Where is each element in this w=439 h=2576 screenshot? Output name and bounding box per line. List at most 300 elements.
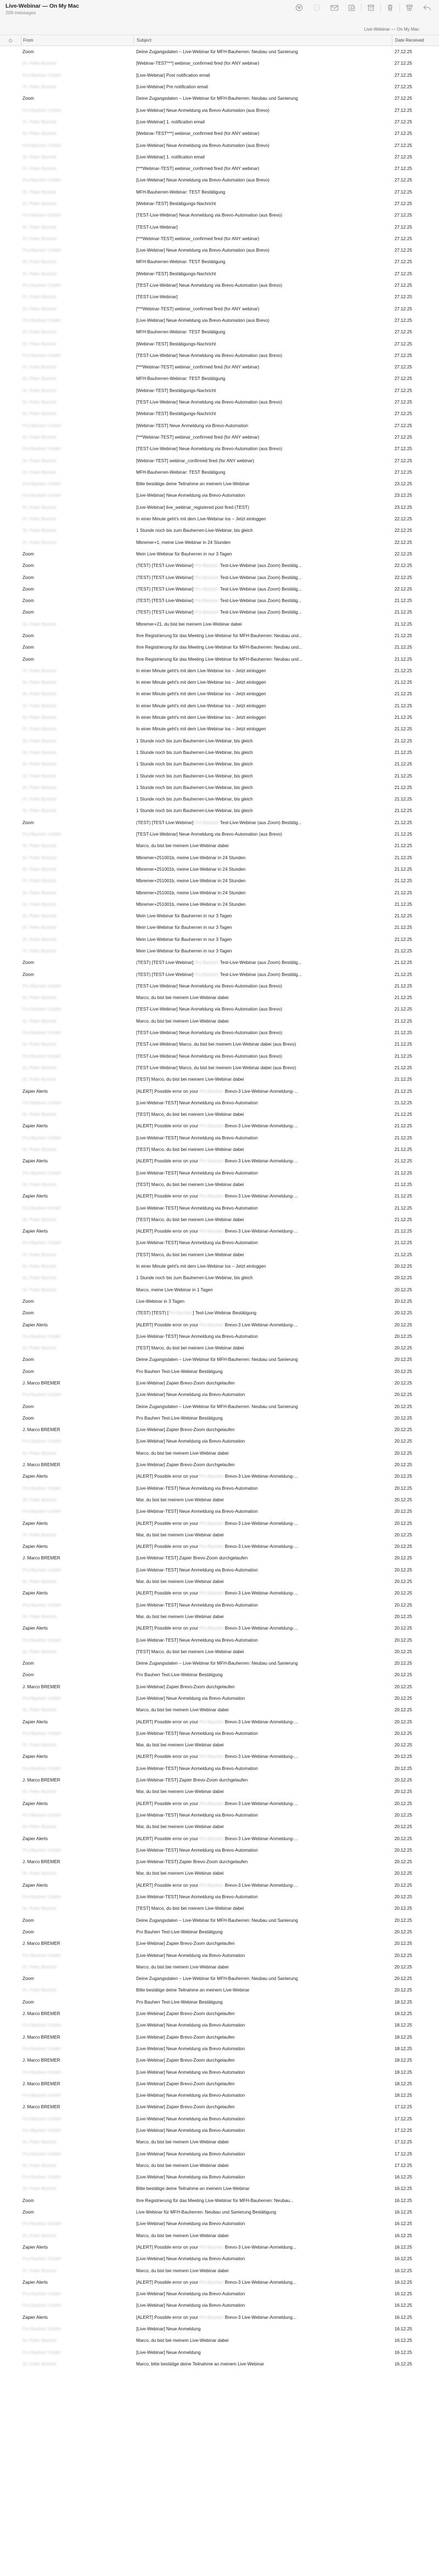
message-row[interactable] xyxy=(0,1400,439,1412)
message-row[interactable] xyxy=(0,233,439,245)
message-sender xyxy=(21,913,133,918)
message-row[interactable] xyxy=(0,1809,439,1821)
redacted-sender: Dr. Peter Burnick xyxy=(22,1988,57,1993)
message-row[interactable] xyxy=(0,1517,439,1529)
message-row[interactable] xyxy=(0,1354,439,1365)
message-date: 20.12.25 xyxy=(395,1614,412,1619)
message-row[interactable] xyxy=(0,1214,439,1225)
message-date: 20.12.25 xyxy=(395,1743,412,1748)
message-date: 20.12.25 xyxy=(395,1894,412,1900)
message-sender xyxy=(21,1497,133,1502)
message-row[interactable] xyxy=(0,1483,439,1494)
message-row[interactable] xyxy=(0,1973,439,1984)
message-row[interactable] xyxy=(0,70,439,81)
message-row[interactable] xyxy=(0,1728,439,1739)
message-row[interactable] xyxy=(0,2230,439,2242)
message-row[interactable] xyxy=(0,128,439,139)
message-row[interactable] xyxy=(0,2300,439,2311)
message-row[interactable] xyxy=(0,875,439,887)
message-row[interactable] xyxy=(0,513,439,525)
message-row[interactable] xyxy=(0,1459,439,1471)
message-row[interactable] xyxy=(0,840,439,852)
message-row[interactable] xyxy=(0,1506,439,1517)
message-row[interactable] xyxy=(0,1984,439,1996)
message-row[interactable] xyxy=(0,1272,439,1284)
message-row[interactable] xyxy=(0,1015,439,1027)
message-row[interactable] xyxy=(0,1435,439,1447)
message-row[interactable] xyxy=(0,1751,439,1762)
message-row[interactable] xyxy=(0,980,439,992)
message-row[interactable] xyxy=(0,1658,439,1669)
message-row[interactable] xyxy=(0,385,439,396)
message-row[interactable] xyxy=(0,245,439,256)
message-sender xyxy=(21,668,133,673)
message-date: 20.12.25 xyxy=(395,1602,412,1608)
message-row[interactable] xyxy=(0,1342,439,1354)
message-date: 27.12.25 xyxy=(395,306,412,311)
filter-icon[interactable] xyxy=(290,2,308,14)
message-row[interactable] xyxy=(0,1587,439,1599)
message-row[interactable] xyxy=(0,1307,439,1319)
message-sender xyxy=(21,1287,133,1292)
message-subject: Pro Bauherr Test-Live-Webinar Bestätigung xyxy=(136,1369,223,1374)
message-row[interactable] xyxy=(0,1179,439,1190)
message-row[interactable] xyxy=(0,1716,439,1727)
message-row[interactable] xyxy=(0,1949,439,1961)
message-row[interactable] xyxy=(0,1622,439,1634)
redacted-sender: Pro Bauherr GmbH xyxy=(22,983,61,989)
redacted-sender: Pro Bauherr GmbH xyxy=(22,832,61,837)
message-row[interactable] xyxy=(0,1856,439,1868)
message-row[interactable] xyxy=(0,420,439,432)
trash-icon[interactable] xyxy=(381,2,399,14)
message-date: 21.12.25 xyxy=(395,1229,412,1234)
message-row[interactable] xyxy=(0,1249,439,1261)
redacted-sender: Dr. Peter Burnick xyxy=(22,224,57,230)
message-row[interactable] xyxy=(0,1832,439,1844)
redacted-sender: Dr. Peter Burnick xyxy=(22,434,57,440)
message-row[interactable] xyxy=(0,606,439,618)
message-row[interactable] xyxy=(0,490,439,501)
message-sender xyxy=(21,190,133,195)
message-sender xyxy=(21,878,133,883)
more-icon[interactable] xyxy=(308,2,325,14)
message-row[interactable] xyxy=(0,478,439,490)
message-row[interactable] xyxy=(0,560,439,571)
message-row[interactable] xyxy=(0,2346,439,2358)
message-date: 20.12.25 xyxy=(395,1696,412,1701)
message-row[interactable] xyxy=(0,350,439,361)
message-row[interactable] xyxy=(0,1704,439,1716)
message-row[interactable] xyxy=(0,1541,439,1552)
message-row[interactable] xyxy=(0,1027,439,1039)
archive-icon[interactable] xyxy=(362,2,380,14)
message-sender xyxy=(21,1334,133,1339)
message-row[interactable] xyxy=(0,151,439,163)
message-row[interactable] xyxy=(0,2113,439,2125)
message-row[interactable] xyxy=(0,1202,439,1213)
message-row[interactable] xyxy=(0,1424,439,1435)
message-row[interactable] xyxy=(0,2195,439,2206)
message-row[interactable] xyxy=(0,1448,439,1459)
message-subject: [Live-Webinar] Zapier Brevo-Zoom durchgelaufen xyxy=(136,2011,235,2017)
message-row[interactable] xyxy=(0,1798,439,1809)
message-sender xyxy=(21,855,133,860)
message-row[interactable] xyxy=(0,1763,439,1774)
message-sender xyxy=(21,1042,133,1047)
message-row[interactable] xyxy=(0,1576,439,1587)
message-date: 22.12.25 xyxy=(395,563,412,569)
sort-indicator-column[interactable] xyxy=(0,39,21,42)
message-row[interactable] xyxy=(0,1494,439,1506)
message-subject: [***Webinar-TEST] webinar_confirmed fired (for ANY webinar) xyxy=(136,306,260,311)
message-row[interactable] xyxy=(0,93,439,104)
message-row[interactable] xyxy=(0,688,439,700)
message-row[interactable] xyxy=(0,1599,439,1610)
message-row[interactable] xyxy=(0,1225,439,1237)
redacted-sender: Pro Bauherr GmbH xyxy=(22,1392,61,1398)
message-row[interactable] xyxy=(0,2078,439,2090)
redacted-sender: Dr. Peter Burnick xyxy=(22,668,57,673)
unread-icon[interactable] xyxy=(325,2,343,14)
message-row[interactable] xyxy=(0,2253,439,2265)
message-row[interactable] xyxy=(0,934,439,945)
message-row[interactable] xyxy=(0,1903,439,1914)
message-date: 22.12.25 xyxy=(395,528,412,534)
message-row[interactable] xyxy=(0,209,439,221)
message-row[interactable] xyxy=(0,268,439,280)
message-date: 27.12.25 xyxy=(395,201,412,206)
message-row[interactable] xyxy=(0,1611,439,1622)
message-row[interactable] xyxy=(0,1331,439,1342)
message-row[interactable] xyxy=(0,619,439,630)
message-row[interactable] xyxy=(0,2335,439,2346)
message-row[interactable] xyxy=(0,782,439,793)
message-row[interactable] xyxy=(0,1003,439,1015)
redacted-sender: Dr. Peter Burnick xyxy=(22,762,57,767)
message-row[interactable] xyxy=(0,280,439,291)
message-row[interactable] xyxy=(0,1739,439,1751)
message-row[interactable] xyxy=(0,793,439,805)
message-row[interactable] xyxy=(0,1646,439,1658)
redacted-sender: Pro Bauherr GmbH xyxy=(22,2069,61,2075)
redacted-subject-fragment: Pro Bauherr xyxy=(199,1322,224,1327)
message-sender xyxy=(21,1603,133,1608)
message-sender xyxy=(21,785,133,790)
message-row[interactable] xyxy=(0,864,439,875)
message-row[interactable] xyxy=(0,198,439,209)
message-row[interactable] xyxy=(0,2242,439,2253)
message-row[interactable] xyxy=(0,186,439,198)
message-subject: [Live-Webinar] Zapier Brevo-Zoom durchgelaufen xyxy=(136,1684,235,1689)
message-row[interactable] xyxy=(0,2218,439,2229)
message-row[interactable] xyxy=(0,116,439,128)
message-sender: Zoom xyxy=(22,645,34,650)
message-row[interactable] xyxy=(0,2136,439,2148)
message-sender: J. Marco BREMER xyxy=(22,1778,60,1783)
message-row[interactable] xyxy=(0,1039,439,1050)
message-row[interactable] xyxy=(0,1868,439,1879)
message-row[interactable] xyxy=(0,665,439,677)
message-date: 16.12.25 xyxy=(395,2210,412,2215)
message-sender xyxy=(21,1743,133,1747)
message-row[interactable] xyxy=(0,1144,439,1155)
redacted-sender: Dr. Peter Burnick xyxy=(22,1824,57,1830)
message-row[interactable] xyxy=(0,408,439,419)
message-row[interactable] xyxy=(0,817,439,829)
message-row[interactable] xyxy=(0,1085,439,1097)
message-subject: [ALERT] Possible error on your Pro Bauherr Brevo-3 Live-Webinar-Anmeldung-... xyxy=(136,1801,298,1806)
message-row[interactable] xyxy=(0,256,439,268)
message-row[interactable] xyxy=(0,2288,439,2300)
redacted-sender: Dr. Peter Burnick xyxy=(22,1275,57,1281)
message-row[interactable] xyxy=(0,1634,439,1646)
message-row[interactable] xyxy=(0,2125,439,2136)
message-sender xyxy=(21,446,133,451)
message-row[interactable] xyxy=(0,1412,439,1424)
redacted-sender: Dr. Peter Burnick xyxy=(22,1707,57,1713)
message-date: 17.12.25 xyxy=(395,2116,412,2121)
message-row[interactable] xyxy=(0,2055,439,2066)
message-row[interactable] xyxy=(0,1377,439,1389)
message-date: 27.12.25 xyxy=(395,353,412,358)
message-row[interactable] xyxy=(0,326,439,338)
message-row[interactable] xyxy=(0,2312,439,2323)
message-row[interactable] xyxy=(0,2323,439,2335)
message-row[interactable] xyxy=(0,992,439,1003)
message-row[interactable] xyxy=(0,443,439,455)
message-row[interactable] xyxy=(0,373,439,384)
message-row[interactable] xyxy=(0,758,439,770)
message-date: 27.12.25 xyxy=(395,271,412,276)
message-sender xyxy=(21,984,133,989)
message-row[interactable] xyxy=(0,571,439,583)
message-row[interactable] xyxy=(0,2101,439,2113)
message-row[interactable] xyxy=(0,957,439,968)
message-subject: [TEST] Marco, du bist bei meinem Live-Webinar dabei xyxy=(136,1906,244,1911)
message-row[interactable] xyxy=(0,1821,439,1832)
message-row[interactable] xyxy=(0,829,439,840)
message-sender: J. Marco BREMER xyxy=(22,1941,60,1947)
message-subject: [Webinar-TEST] Neue Anmeldung via Brevo-Automation xyxy=(136,423,249,428)
message-row[interactable] xyxy=(0,1051,439,1062)
message-subject: [Live-Webinar-TEST] Neue Anmeldung via Brevo-Automation xyxy=(136,1334,258,1339)
message-row[interactable] xyxy=(0,1880,439,1891)
column-header-subject[interactable]: Subject xyxy=(133,35,392,46)
message-row[interactable] xyxy=(0,46,439,58)
message-row[interactable] xyxy=(0,899,439,910)
message-row[interactable] xyxy=(0,1774,439,1786)
message-sender: Zapier Alerts xyxy=(22,1322,48,1327)
message-row[interactable] xyxy=(0,2171,439,2183)
message-row[interactable] xyxy=(0,315,439,326)
message-subject: [Live-Webinar-TEST] Neue Anmeldung via Brevo-Automation xyxy=(136,1766,258,1771)
message-sender xyxy=(21,1824,133,1829)
message-row[interactable] xyxy=(0,338,439,349)
message-row[interactable] xyxy=(0,2358,439,2370)
message-row[interactable] xyxy=(0,1891,439,1903)
message-date: 20.12.25 xyxy=(395,1544,412,1550)
message-row[interactable] xyxy=(0,1284,439,1295)
message-row[interactable] xyxy=(0,548,439,560)
message-row[interactable] xyxy=(0,1786,439,1797)
message-row[interactable] xyxy=(0,396,439,408)
message-sender xyxy=(21,1451,133,1456)
message-row[interactable] xyxy=(0,432,439,443)
redacted-sender: Dr. Peter Burnick xyxy=(22,341,57,347)
message-date: 18.12.25 xyxy=(395,1999,412,2005)
message-row[interactable] xyxy=(0,1669,439,1681)
message-row[interactable] xyxy=(0,1693,439,1704)
reply-icon[interactable] xyxy=(418,2,436,14)
message-row[interactable] xyxy=(0,502,439,513)
message-row[interactable] xyxy=(0,58,439,69)
message-sender xyxy=(21,890,133,895)
message-row[interactable] xyxy=(0,1471,439,1482)
message-row[interactable] xyxy=(0,2277,439,2288)
redacted-subject-fragment: Pro Bauherr xyxy=(194,610,219,615)
message-sender xyxy=(21,2338,133,2343)
message-row[interactable] xyxy=(0,1996,439,2008)
message-subject: Mar, du bist bei meinem Live-Webinar dabei xyxy=(136,1532,224,1537)
message-row[interactable] xyxy=(0,467,439,478)
message-row[interactable] xyxy=(0,945,439,957)
message-row[interactable] xyxy=(0,1109,439,1120)
message-row[interactable] xyxy=(0,2160,439,2171)
message-row[interactable] xyxy=(0,1237,439,1249)
message-row[interactable] xyxy=(0,1961,439,1973)
message-date: 27.12.25 xyxy=(395,259,412,265)
message-date: 20.12.25 xyxy=(395,1556,412,1561)
message-row[interactable] xyxy=(0,723,439,735)
message-row[interactable] xyxy=(0,595,439,606)
message-row[interactable] xyxy=(0,852,439,863)
redacted-sender: Dr. Peter Burnick xyxy=(22,388,57,393)
message-row[interactable] xyxy=(0,2031,439,2042)
message-date: 20.12.25 xyxy=(395,1730,412,1736)
message-row[interactable] xyxy=(0,2148,439,2159)
message-row[interactable] xyxy=(0,747,439,758)
message-row[interactable] xyxy=(0,81,439,93)
message-row[interactable] xyxy=(0,2043,439,2055)
message-row[interactable] xyxy=(0,455,439,466)
message-row[interactable] xyxy=(0,583,439,595)
message-row[interactable] xyxy=(0,653,439,665)
message-subject: [ALERT] Possible error on your Pro Bauherr Brevo-3 Live-Webinar-Anmeldung-... xyxy=(136,1520,298,1526)
message-subject: Marco, du bist bei meinem Live-Webinar dabei xyxy=(136,1964,229,1970)
message-sender: J. Marco BREMER xyxy=(22,1684,60,1689)
message-date: 27.12.25 xyxy=(395,143,412,148)
message-row[interactable] xyxy=(0,163,439,174)
message-row[interactable] xyxy=(0,525,439,536)
message-row[interactable] xyxy=(0,770,439,781)
junk-icon[interactable] xyxy=(401,2,418,14)
message-row[interactable] xyxy=(0,1120,439,1132)
message-row[interactable] xyxy=(0,887,439,898)
message-date: 27.12.25 xyxy=(395,330,412,335)
message-subject: Pro Bauherr Test-Live-Webinar Bestätigung xyxy=(136,1929,223,1934)
message-row[interactable] xyxy=(0,1926,439,1938)
message-date: 20.12.25 xyxy=(395,1275,412,1281)
compose-icon[interactable] xyxy=(343,2,361,14)
message-row[interactable] xyxy=(0,2090,439,2101)
message-sender xyxy=(21,1638,133,1643)
column-header-date[interactable]: Date Received xyxy=(392,35,439,46)
message-row[interactable] xyxy=(0,2183,439,2194)
message-row[interactable] xyxy=(0,1529,439,1541)
message-row[interactable] xyxy=(0,2008,439,2019)
message-row[interactable] xyxy=(0,712,439,723)
message-row[interactable] xyxy=(0,677,439,688)
message-row[interactable] xyxy=(0,630,439,642)
message-row[interactable] xyxy=(0,221,439,232)
message-row[interactable] xyxy=(0,1261,439,1272)
message-row[interactable] xyxy=(0,1296,439,1307)
message-row[interactable] xyxy=(0,1845,439,1856)
message-row[interactable] xyxy=(0,735,439,747)
message-date: 18.12.25 xyxy=(395,2058,412,2063)
message-row[interactable] xyxy=(0,2019,439,2031)
message-list[interactable] xyxy=(0,46,439,2370)
message-row[interactable] xyxy=(0,291,439,303)
message-row[interactable] xyxy=(0,2265,439,2276)
message-date: 27.12.25 xyxy=(395,294,412,300)
message-row[interactable] xyxy=(0,1366,439,1377)
message-sender xyxy=(21,155,133,160)
message-row[interactable] xyxy=(0,1155,439,1167)
message-row[interactable] xyxy=(0,1389,439,1400)
message-row[interactable] xyxy=(0,2066,439,2078)
message-row[interactable] xyxy=(0,1167,439,1179)
message-subject: Marco, du bist bei meinem Live-Webinar dabei xyxy=(136,1707,229,1713)
message-row[interactable] xyxy=(0,139,439,151)
message-row[interactable] xyxy=(0,1681,439,1693)
message-row[interactable] xyxy=(0,1132,439,1144)
redacted-sender: Dr. Peter Burnick xyxy=(22,785,57,790)
message-row[interactable] xyxy=(0,2206,439,2218)
redacted-sender: Pro Bauherr GmbH xyxy=(22,2127,61,2133)
message-subject: [ALERT] Possible error on your Pro Bauherr Brevo-3 Live-Webinar-Anmeldung-... xyxy=(136,1229,298,1234)
message-subject: [Live-Webinar] Neue Anmeldung via Brevo-Automation xyxy=(136,2151,245,2157)
message-row[interactable] xyxy=(0,968,439,980)
message-row[interactable] xyxy=(0,700,439,712)
message-row[interactable] xyxy=(0,361,439,373)
message-subject: Marco, du bist bei meinem Live-Webinar dabei xyxy=(136,1018,229,1024)
message-sender xyxy=(21,178,133,183)
message-row[interactable] xyxy=(0,1552,439,1564)
message-date: 20.12.25 xyxy=(395,1264,412,1269)
message-row[interactable] xyxy=(0,922,439,933)
message-row[interactable] xyxy=(0,1564,439,1576)
message-sender: Zapier Alerts xyxy=(22,1626,48,1631)
message-row[interactable] xyxy=(0,1915,439,1926)
message-row[interactable] xyxy=(0,1190,439,1202)
message-row[interactable] xyxy=(0,536,439,548)
redacted-sender: Dr. Peter Burnick xyxy=(22,84,57,90)
message-row[interactable] xyxy=(0,1062,439,1074)
message-row[interactable] xyxy=(0,910,439,922)
message-row[interactable] xyxy=(0,174,439,186)
message-row[interactable] xyxy=(0,1938,439,1949)
message-row[interactable] xyxy=(0,303,439,315)
message-row[interactable] xyxy=(0,1074,439,1085)
message-row[interactable] xyxy=(0,805,439,816)
message-row[interactable] xyxy=(0,1319,439,1330)
message-row[interactable] xyxy=(0,104,439,116)
message-row[interactable] xyxy=(0,1097,439,1109)
message-row[interactable] xyxy=(0,642,439,653)
column-header-from[interactable]: From xyxy=(21,35,133,46)
